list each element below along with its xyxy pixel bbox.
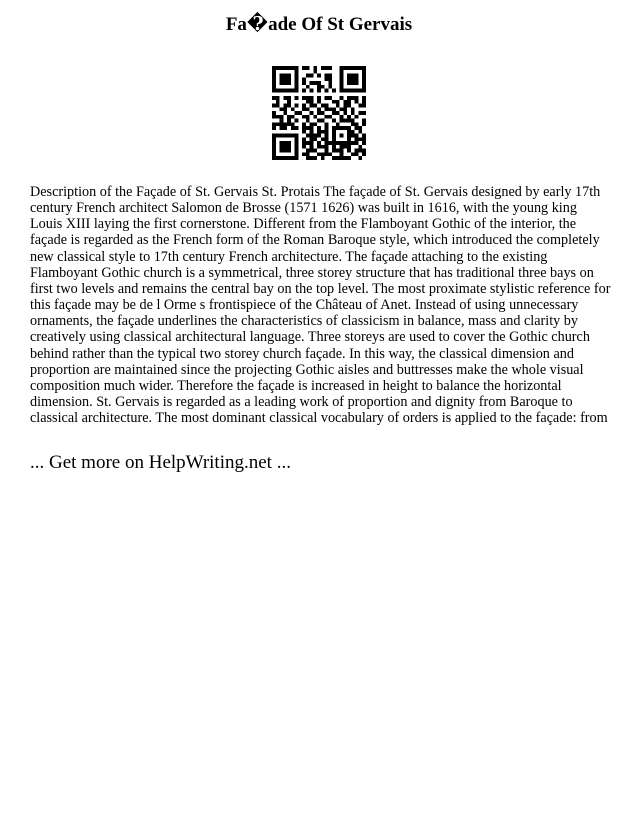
qr-code-icon bbox=[272, 66, 366, 160]
get-more-link[interactable]: ... Get more on HelpWriting.net ... bbox=[30, 452, 291, 473]
article-body: Description of the Façade of St. Gervais St. Protais The façade of St. Gervais designed by early 17th century French architect Salomon de Brosse (1571 1626) was built in 1616, with the young king Louis XIII laying the first cornerstone. Different from the Flamboyant Gothic of the interior, the façade is regarded as the French form of the Roman Baroque style, which introduced the completely new classical style to 17th century French architecture. The façade attaching to the existing Flamboyant Gothic church is a symmetrical, three storey structure that has traditional three bays on first two levels and remains the central bay on the top level. The most proximate stylistic reference for this façade may be de l Orme s frontispiece of the Château of Anet. Instead of using unnecessary ornaments, the façade underlines the characteristics of classicism in balance, mass and clarity by creatively using classical architectural language. Three storeys are used to cover the Gothic church behind rather than the typical two storey church façade. In this way, the classical dimension and proportion are maintained since the projecting Gothic aisles and buttresses make the whole visual composition much wider. Therefore the façade is increased in height to balance the horizontal dimension. St. Gervais is regarded as a leading work of proportion and dignity from Baroque to classical architecture. The most dominant classical vocabulary of orders is applied to the façade: from bbox=[30, 184, 611, 427]
page-title: Fa�ade Of St Gervais bbox=[225, 14, 413, 35]
